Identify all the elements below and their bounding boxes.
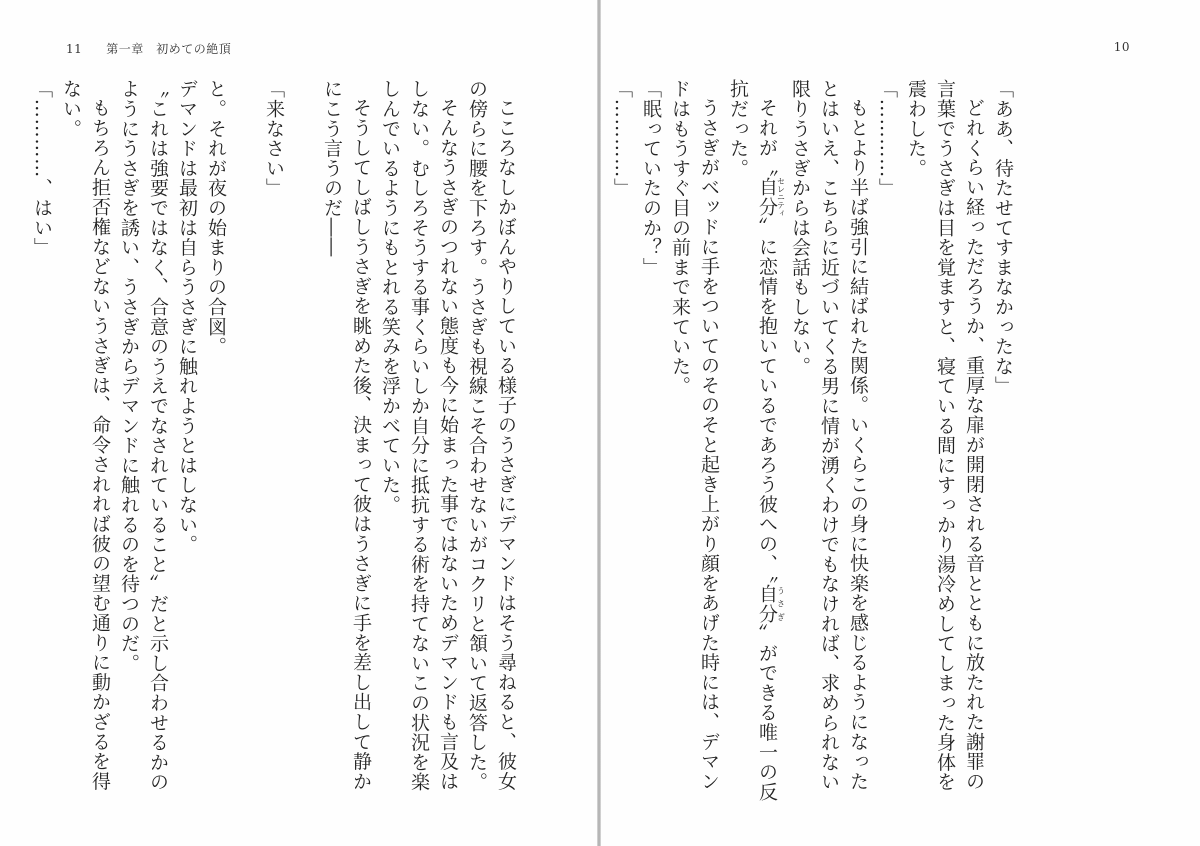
paragraph: こころなしかぼんやりしている様子のうさぎにデマンドはそう尋ねると、彼女の傍らに腰を下ろす。うさぎも視線こそ合わせないがコクリと頷いて返答した。 <box>466 79 517 792</box>
dialogue-line: 「…………、はい」 <box>31 79 53 258</box>
left-page <box>0 0 598 846</box>
dialogue-line: 「眠っていたのか？」 <box>640 79 662 277</box>
dialogue-line: 「…………」 <box>876 79 898 198</box>
page-number-right: 10 <box>1113 40 1130 54</box>
dialogue-line: 「来なさい」 <box>263 79 285 198</box>
paragraph: それが〝自分セレニティ〟に恋情を抱いているであろう彼への、〝自分うさぎ〟ができる唯一の反抗だった。 <box>727 79 786 802</box>
blank-line <box>230 79 259 108</box>
ruby-text: 自分セレニティ <box>756 177 786 218</box>
paragraph: どれくらい経っただろうか、重厚な扉が開閉される音とともに放たれた謝罪の言葉でうさぎは目を覚ますと、寝ている間にすっかり湯冷めしてしまった身体を震わした。 <box>905 79 985 792</box>
body-text-left <box>31 79 520 809</box>
ruby-text: 自分うさぎ <box>756 583 786 624</box>
blank-line <box>288 79 317 108</box>
body-text-right <box>601 79 1017 809</box>
paragraph: もとより半ば強引に結ばれた関係。いくらこの身に快楽を感じるようになったとはいえ、こちらに近づいてくる男に情が湧くわけでもなければ、求められない限りうさぎからは会話もしない。 <box>789 79 869 792</box>
paragraph: と。それが夜の始まりの合図。 <box>205 79 227 357</box>
running-head-right <box>1114 40 1130 54</box>
paragraph: そんなうさぎのつれない態度も今に始まった事ではないためデマンドも言及はしない。むしろそうする事くらいしか自分に抵抗する術を持てないこの状況を楽しんでいるようにもとれる笑みを浮かべていた。 <box>379 79 459 792</box>
dialogue-line: 「ああ、待たせてすまなかったな」 <box>992 79 1014 396</box>
right-page <box>601 0 1200 846</box>
paragraph: うさぎがベッドに手をついてのそのそと起き上がり顔をあげた時には、デマンドはもうすぐ目の前まで来ていた。 <box>669 79 720 791</box>
page-number-left: 11 <box>66 42 83 56</box>
paragraph: 〝これは強要ではなく、合意のうえでなされていること〟だと示し合わせるかのようにうさぎを誘い、うさぎからデマンドに触れるのを待つのだ。 <box>118 79 169 792</box>
paragraph: そうしてしばしうさぎを眺めた後、決まって彼はうさぎに手を差し出して静かにこう言うのだ―― <box>321 79 372 791</box>
dialogue-line: 「…………」 <box>611 79 633 198</box>
paragraph: デマンドは最初は自らうさぎに触れようとはしない。 <box>176 79 198 555</box>
paragraph: もちろん拒否権などないうさぎは、命令されれば彼の望む通りに動かざるを得ない。 <box>60 79 111 791</box>
chapter-title: 第一章 初めての絶頂 <box>106 42 232 56</box>
running-head-left <box>66 40 231 57</box>
